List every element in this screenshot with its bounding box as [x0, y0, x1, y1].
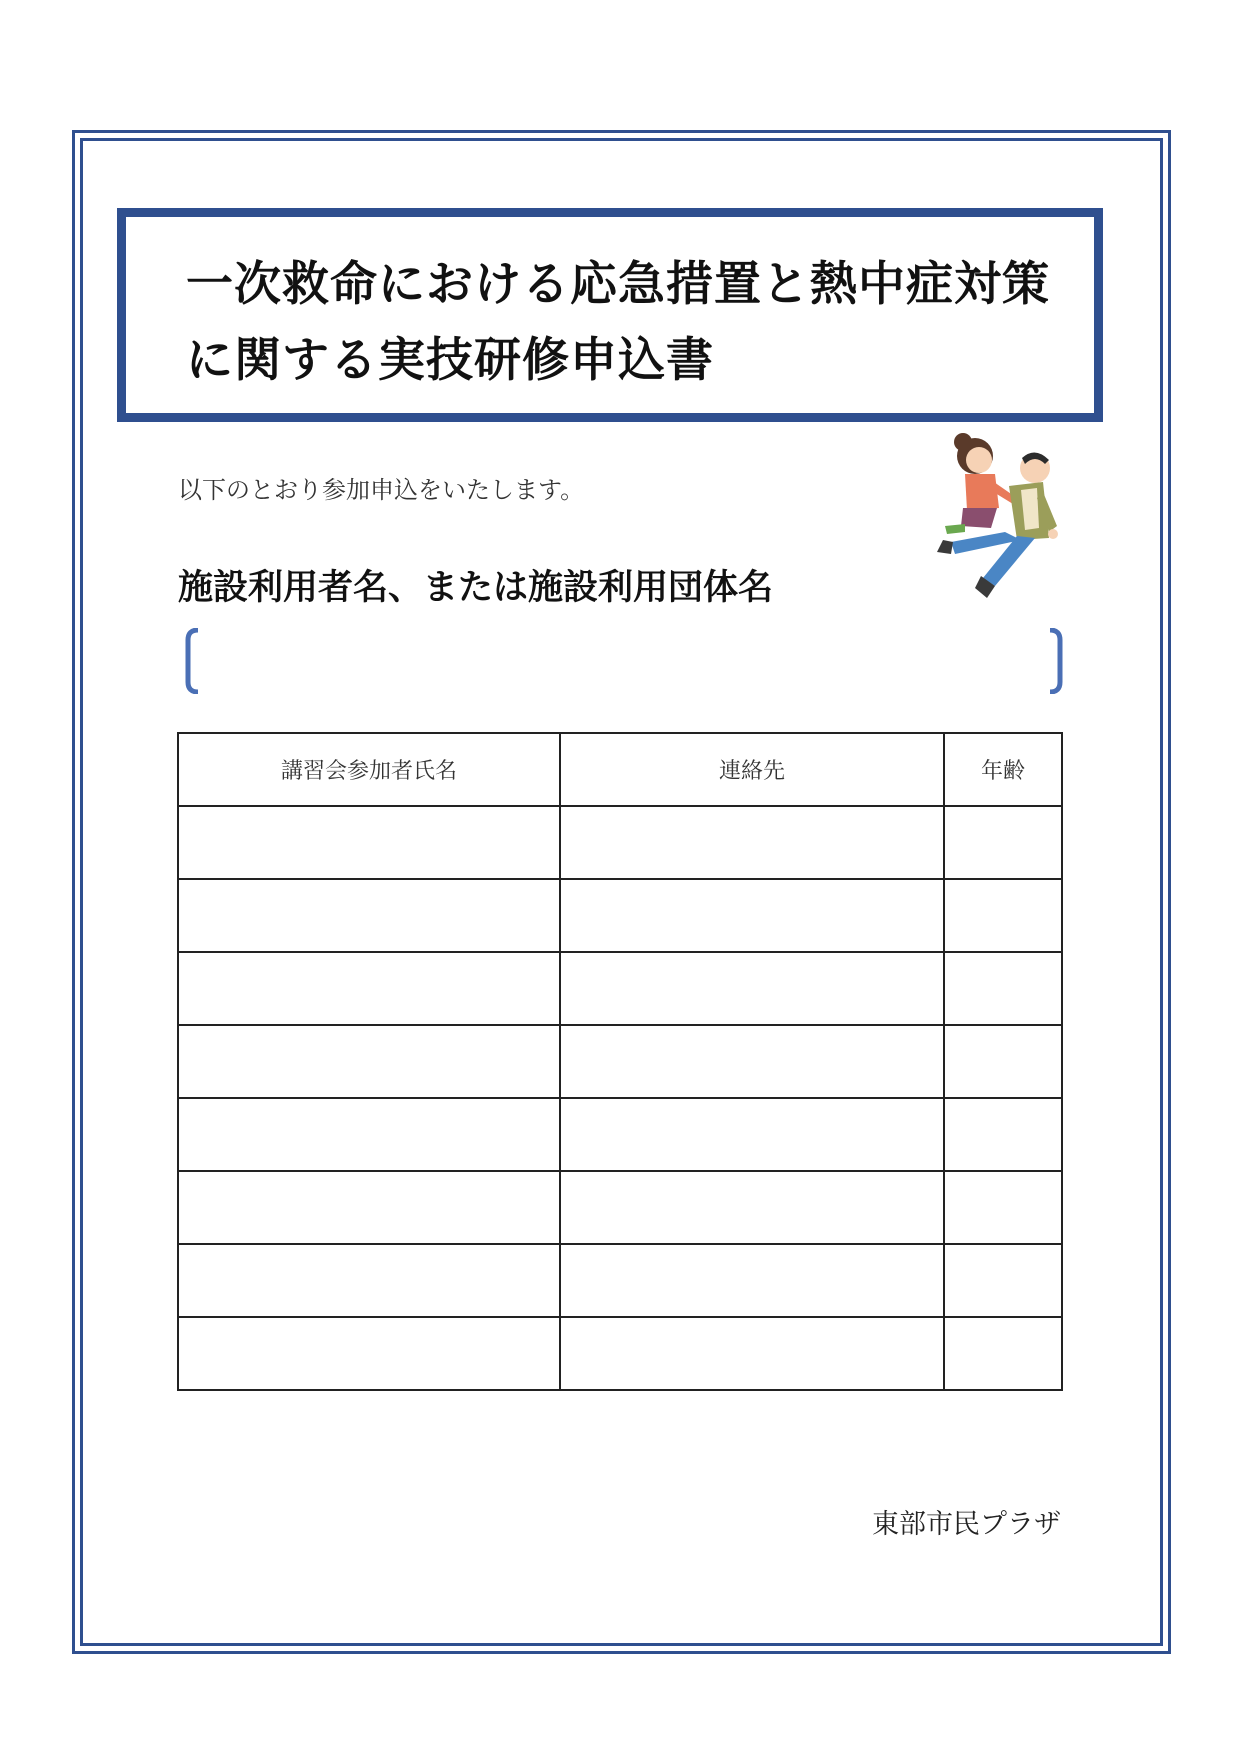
header-age: 年齢 — [944, 733, 1062, 806]
age-cell[interactable] — [944, 1098, 1062, 1171]
table-row — [178, 1025, 1062, 1098]
table-row — [178, 952, 1062, 1025]
organizer-name: 東部市民プラザ — [872, 1509, 1061, 1540]
facility-name-field[interactable] — [184, 628, 1064, 694]
intro-text: 以下のとおり参加申込をいたします。 — [178, 476, 585, 504]
age-cell[interactable] — [944, 1025, 1062, 1098]
form-title-line-1: 一次救命における応急措置と熱中症対策 — [186, 257, 1050, 312]
participant-table — [177, 732, 1063, 1391]
age-cell[interactable] — [944, 806, 1062, 879]
table-row — [178, 1244, 1062, 1317]
table-row — [178, 806, 1062, 879]
participant-name-cell[interactable] — [178, 806, 560, 879]
age-cell[interactable] — [944, 1317, 1062, 1390]
table-row — [178, 1171, 1062, 1244]
header-participant-name: 講習会参加者氏名 — [178, 733, 560, 806]
first-aid-rescue-illustration — [925, 428, 1067, 608]
table-row — [178, 1317, 1062, 1390]
bracket-frame — [184, 628, 1064, 694]
contact-cell[interactable] — [560, 879, 944, 952]
contact-cell[interactable] — [560, 1098, 944, 1171]
table-header-row — [178, 733, 1062, 806]
form-title-line-2: に関する実技研修申込書 — [186, 333, 714, 388]
age-cell[interactable] — [944, 879, 1062, 952]
contact-cell[interactable] — [560, 806, 944, 879]
header-contact: 連絡先 — [560, 733, 944, 806]
participant-name-cell[interactable] — [178, 879, 560, 952]
table-row — [178, 879, 1062, 952]
contact-cell[interactable] — [560, 952, 944, 1025]
participant-name-cell[interactable] — [178, 1244, 560, 1317]
participant-name-cell[interactable] — [178, 1098, 560, 1171]
participant-name-cell[interactable] — [178, 1025, 560, 1098]
contact-cell[interactable] — [560, 1171, 944, 1244]
contact-cell[interactable] — [560, 1317, 944, 1390]
title-box — [117, 208, 1103, 422]
contact-cell[interactable] — [560, 1244, 944, 1317]
age-cell[interactable] — [944, 1171, 1062, 1244]
participant-name-cell[interactable] — [178, 1317, 560, 1390]
participant-name-cell[interactable] — [178, 952, 560, 1025]
table-row — [178, 1098, 1062, 1171]
contact-cell[interactable] — [560, 1025, 944, 1098]
facility-name-label: 施設利用者名、または施設利用団体名 — [178, 568, 774, 608]
age-cell[interactable] — [944, 952, 1062, 1025]
participant-name-cell[interactable] — [178, 1171, 560, 1244]
age-cell[interactable] — [944, 1244, 1062, 1317]
